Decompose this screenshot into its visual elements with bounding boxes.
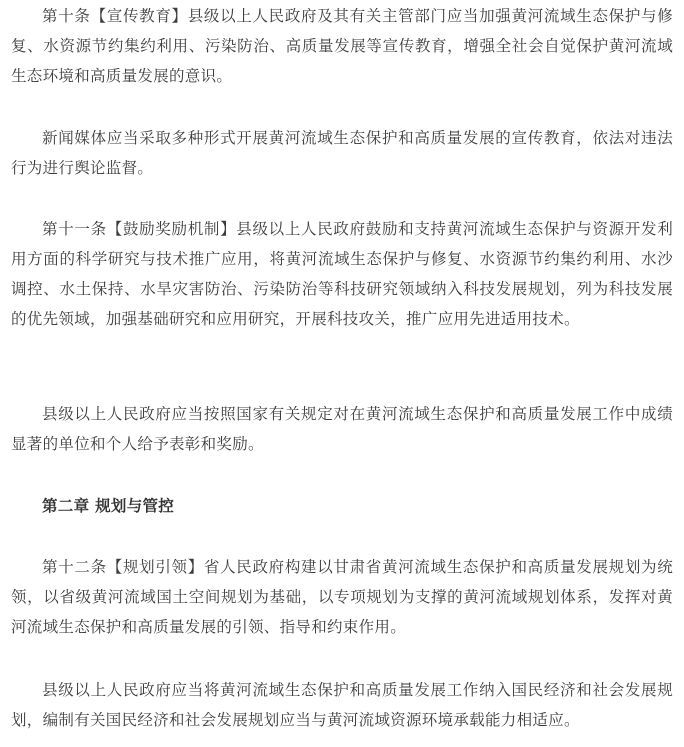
article-paragraph-11-awards: 县级以上人民政府应当按照国家有关规定对在黄河流域生态保护和高质量发展工作中成绩显著的单位和个人给予表彰和奖励。 [11,405,673,453]
article-paragraph-12-planning: 县级以上人民政府应当将黄河流域生态保护和高质量发展工作纳入国民经济和社会发展规划，编制有关国民经济和社会发展规划应当与黄河流域资源环境承载能力相适应。 [11,681,673,729]
chapter-heading: 第二章 规划与管控 [42,497,175,515]
article-paragraph-10-media: 新闻媒体应当采取多种形式开展黄河流域生态保护和高质量发展的宣传教育，依法对违法行为进行舆论监督。 [11,129,673,177]
article-paragraph-10: 第十条【宣传教育】县级以上人民政府及其有关主管部门应当加强黄河流域生态保护与修复、水资源节约集约利用、污染防治、高质量发展等宣传教育，增强全社会自觉保护黄河流域生态环境和高质量发展的意识。 [11,7,673,85]
article-paragraph-12: 第十二条【规划引领】省人民政府构建以甘肃省黄河流域生态保护和高质量发展规划为统领，以省级黄河流域国土空间规划为基础，以专项规划为支撑的黄河流域规划体系，发挥对黄河流域生态保护和高质量发展的引领、指导和约束作用。 [11,558,673,636]
article-paragraph-11: 第十一条【鼓励奖励机制】县级以上人民政府鼓励和支持黄河流域生态保护与资源开发利用方面的科学研究与技术推广应用，将黄河流域生态保护与修复、水资源节约集约利用、水沙调控、水土保持、水旱灾害防治、污染防治等科技研究领域纳入科技发展规划，列为科技发展的优先领域，加强基础研究和应用研究，开展科技攻关，推广应用先进适用技术。 [11,220,673,328]
